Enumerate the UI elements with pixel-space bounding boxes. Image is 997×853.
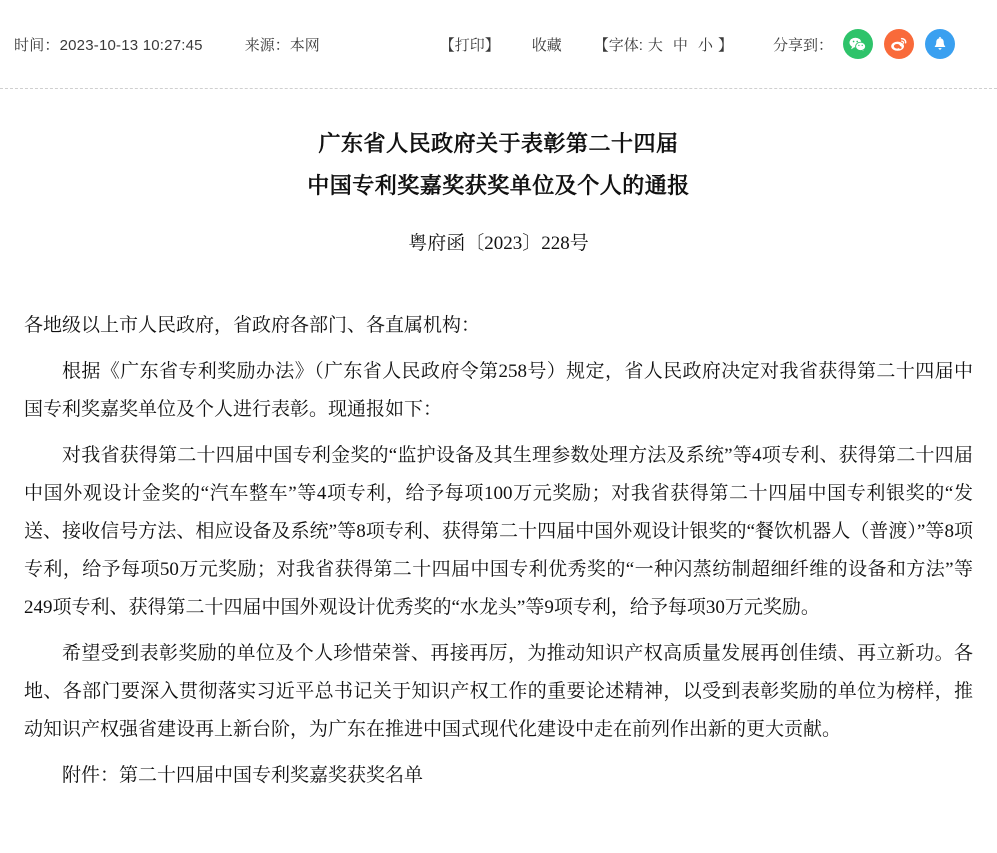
article-content [24,307,973,795]
page-title-line1: 广东省人民政府关于表彰第二十四届 [318,131,679,156]
paragraph-1: 根据《广东省专利奖励办法》（广东省人民政府令第258号）规定，省人民政府决定对我省获得第二十四届中国专利奖嘉奖单位及个人进行表彰。现通报如下： [24,361,973,420]
paragraph-3: 希望受到表彰奖励的单位及个人珍惜荣誉、再接再厉，为推动知识产权高质量发展再创佳绩、再立新功。各地、各部门要深入贯彻落实习近平总书记关于知识产权工作的重要论述精神，以受到表彰奖励的单位为榜样，推动知识产权强省建设再上新台阶，为广东在推进中国式现代化建设中走在前列作出新的更大贡献。 [24,643,973,740]
share-icons [843,29,955,59]
share-label: 分享到： [772,36,833,54]
font-size-prefix: 【字体: [593,36,643,54]
document-number: 粤府函〔2023〕228号 [408,233,589,254]
article-body [0,89,997,795]
wechat-icon[interactable] [843,29,873,59]
article-source: 来源：本网 [244,36,320,54]
paragraph-2: 对我省获得第二十四届中国专利金奖的“监护设备及其生理参数处理方法及系统”等4项专利、获得第二十四届中国外观设计金奖的“汽车整车”等4项专利，给予每项100万元奖励；对我省获得第二十四届中国专利银奖的“发送、接收信号方法、相应设备及系统”等8项专利、获得第二十四届中国外观设计银奖的“餐饮机器人（普渡）”等8项专利，给予每项50万元奖励；对我省获得第二十四届中国专利优秀奖的“一种闪蒸纺制超细纤维的设备和方法”等249项专利、获得第二十四届中国外观设计优秀奖的“水龙头”等9项专利，给予每项30万元奖励。 [24,445,973,618]
print-button[interactable]: 【打印】 [439,36,500,54]
article-meta-bar [0,0,997,89]
font-size-suffix: 】 [717,36,733,54]
font-size-small[interactable]: 小 [697,36,713,54]
attachment-line: 附件：第二十四届中国专利奖嘉奖获奖名单 [62,765,424,786]
title-block [24,89,973,259]
bell-icon[interactable] [925,29,955,59]
page-title-line2: 中国专利奖嘉奖获奖单位及个人的通报 [307,173,690,198]
font-size-medium[interactable]: 中 [672,36,688,54]
font-size-group [594,34,733,55]
font-size-large[interactable]: 大 [647,36,663,54]
salutation-paragraph: 各地级以上市人民政府，省政府各部门、各直属机构： [24,315,481,336]
publish-time: 时间：2023-10-13 10:27:45 [14,36,203,54]
weibo-icon[interactable] [884,29,914,59]
meta-actions [440,34,733,55]
favorite-button[interactable]: 收藏 [531,36,562,54]
